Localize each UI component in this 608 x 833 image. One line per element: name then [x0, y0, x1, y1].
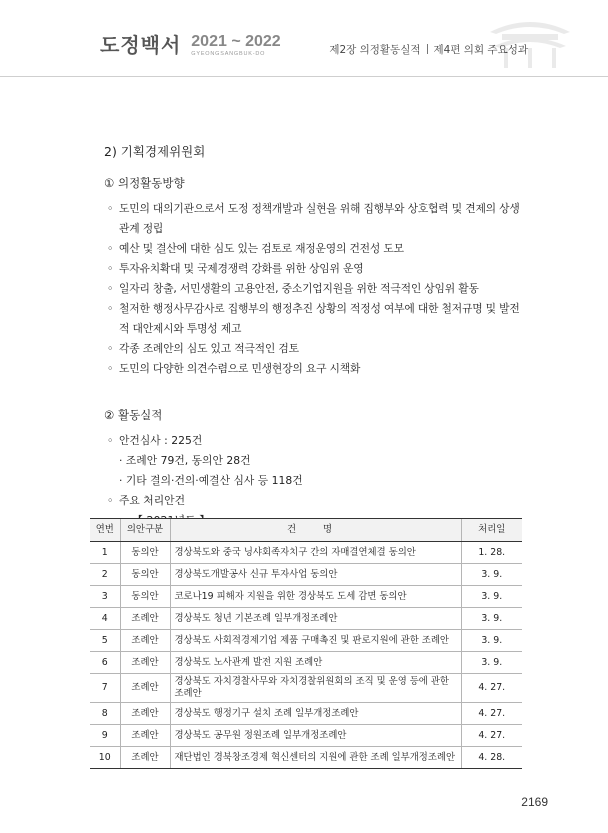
cell-number: 4 [90, 608, 120, 630]
cell-type: 조례안 [120, 652, 170, 674]
cell-title: 경상북도 노사관계 발전 지원 조례안 [170, 652, 461, 674]
review-detail: · 기타 결의·건의·예결산 심사 등 118건 [119, 474, 303, 487]
col-header-date: 처리일 [461, 519, 522, 542]
chapter-label: 제2장 의정활동실적 [329, 44, 421, 56]
cell-date: 4. 27. [461, 703, 522, 725]
cell-date: 1. 28. [461, 542, 522, 564]
cell-type: 조례안 [120, 725, 170, 747]
section-content [104, 143, 524, 530]
col-header-type: 의안구분 [120, 519, 170, 542]
cell-type: 조례안 [120, 674, 170, 703]
table-row [90, 630, 522, 652]
cell-title: 경상북도 행정기구 설치 조례 일부개정조례안 [170, 703, 461, 725]
cell-number: 10 [90, 747, 120, 769]
cell-title: 경상북도개발공사 신규 투자사업 동의안 [170, 564, 461, 586]
table-row [90, 608, 522, 630]
breadcrumb-divider [427, 44, 428, 54]
cell-number: 3 [90, 586, 120, 608]
cell-title: 경상북도와 중국 닝샤회족자치구 간의 자매결연체결 동의안 [170, 542, 461, 564]
cell-number: 8 [90, 703, 120, 725]
table-row [90, 542, 522, 564]
logo-text: 도정백서 [100, 33, 182, 57]
cell-title: 경상북도 자치경찰사무와 자치경찰위원회의 조직 및 운영 등에 관한 조례안 [170, 674, 461, 703]
cell-date: 3. 9. [461, 564, 522, 586]
cell-type: 조례안 [120, 608, 170, 630]
col-header-number: 연번 [90, 519, 120, 542]
cell-date: 4. 27. [461, 725, 522, 747]
cell-type: 동의안 [120, 564, 170, 586]
header-rule [0, 76, 608, 77]
cell-number: 9 [90, 725, 120, 747]
table-row [90, 652, 522, 674]
cell-number: 6 [90, 652, 120, 674]
cell-type: 조례안 [120, 703, 170, 725]
direction-list [104, 199, 524, 379]
table-row [90, 703, 522, 725]
cell-title: 경상북도 청년 기본조례 일부개정조례안 [170, 608, 461, 630]
hanok-roof-icon [488, 12, 572, 70]
cell-number: 7 [90, 674, 120, 703]
edition-years: 2021 ~ 2022 [191, 33, 281, 50]
list-item: ◦ 철저한 행정사무감사로 집행부의 행정추진 상황의 적정성 여부에 대한 철저규명 및 발전적 대안제시와 투명성 제고 [107, 302, 520, 335]
list-item: ◦ 도민의 대의기관으로서 도정 정책개발과 실현을 위해 집행부와 상호협력 및 견제의 상생관계 정립 [107, 202, 520, 235]
cell-title: 재단법인 경북창조경제 혁신센터의 지원에 관한 조례 일부개정조례안 [170, 747, 461, 769]
table-row [90, 747, 522, 769]
book-brand [100, 34, 281, 58]
list-item: ◦ 도민의 다양한 의견수렴으로 민생현장의 요구 시책화 [107, 362, 361, 375]
logo-subtitle: GYEONGSANGBUK-DO [191, 51, 266, 57]
performance-heading: ② 활동실적 [104, 408, 163, 422]
agenda-table [90, 518, 522, 769]
cell-number: 5 [90, 630, 120, 652]
cell-number: 2 [90, 564, 120, 586]
cell-type: 동의안 [120, 586, 170, 608]
cell-title: 코로나19 피해자 지원을 위한 경상북도 도세 감면 동의안 [170, 586, 461, 608]
review-summary: ◦ 안건심사 : 225건 [107, 434, 203, 447]
col-header-title: 건 명 [170, 519, 461, 542]
table-row [90, 586, 522, 608]
list-item: ◦ 각종 조례안의 심도 있고 적극적인 검토 [107, 342, 299, 355]
cell-date: 3. 9. [461, 586, 522, 608]
page-number: 2169 [521, 795, 548, 809]
cell-type: 조례안 [120, 630, 170, 652]
cell-title: 경상북도 사회적경제기업 제품 구매촉진 및 판로지원에 관한 조례안 [170, 630, 461, 652]
table-row [90, 725, 522, 747]
table-row [90, 564, 522, 586]
cell-type: 조례안 [120, 747, 170, 769]
part-label: 제4편 의회 주요성과 [433, 44, 528, 56]
list-item: ◦ 예산 및 결산에 대한 심도 있는 검토로 재정운영의 건전성 도모 [107, 242, 404, 255]
cell-date: 3. 9. [461, 652, 522, 674]
review-detail: · 조례안 79건, 동의안 28건 [119, 454, 251, 467]
table-row [90, 674, 522, 703]
page-header [0, 0, 608, 78]
direction-heading: ① 의정활동방향 [104, 176, 185, 190]
cell-date: 3. 9. [461, 630, 522, 652]
cell-type: 동의안 [120, 542, 170, 564]
cell-date: 4. 28. [461, 747, 522, 769]
main-items-label: ◦ 주요 처리안건 [107, 494, 186, 507]
table-header-row [90, 519, 522, 542]
cell-date: 3. 9. [461, 608, 522, 630]
cell-title: 경상북도 공무원 정원조례 일부개정조례안 [170, 725, 461, 747]
list-item: ◦ 투자유치확대 및 국제경쟁력 강화를 위한 상임위 운영 [107, 262, 364, 275]
cell-number: 1 [90, 542, 120, 564]
cell-date: 4. 27. [461, 674, 522, 703]
section-title: 2) 기획경제위원회 [104, 144, 206, 159]
list-item: ◦ 일자리 창출, 서민생활의 고용안전, 중소기업지원을 위한 적극적인 상임위 활동 [107, 282, 479, 295]
